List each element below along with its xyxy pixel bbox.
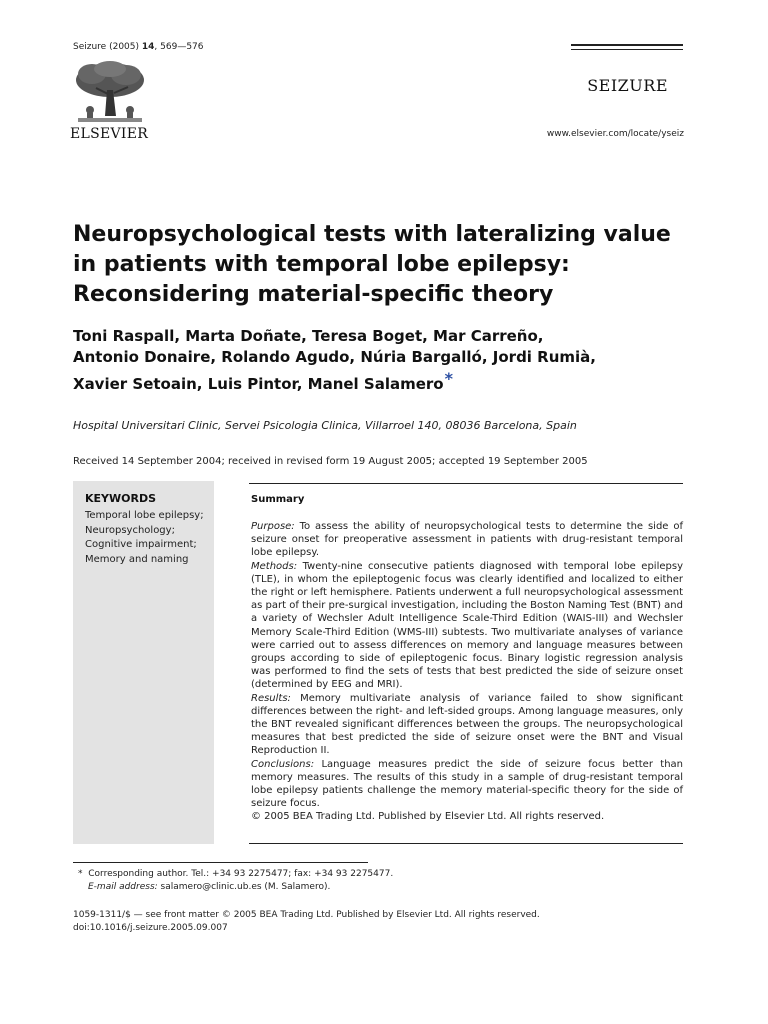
header-rule-thin (571, 49, 683, 50)
methods-text: Twenty-nine consecutive patients diagnosed with temporal lobe epilepsy (TLE), in whom the epileptogenic focus was clearly identified and localized to either the right or left hemisphere. Patients underwent a full neuropsychological assessment as part of their pre-surgical investigation, including the Boston Naming Test (BNT) and a variety of Wechsler Adult Intelligence Scale-Third Edition (WAIS-III) and Wechsler Memory Scale-Third Edition (WMS-III) subtests. Two multivariate analyses of variance were carried out to assess differences on memory and language measures between groups according to side of epileptogenic focus. Binary logistic regression analysis was performed to find the sets of tests that best predicted the side of seizure onset (determined by EEG and MRI). (251, 560, 683, 691)
footnote-rule (73, 862, 368, 863)
header-rule-thick (571, 44, 683, 46)
title-line-2: in patients with temporal lobe epilepsy: (73, 252, 570, 277)
authors-line-1: Toni Raspall, Marta Doñate, Teresa Boget, Mar Carreño, (73, 327, 544, 345)
title-line-1: Neuropsychological tests with lateralizing value (73, 222, 671, 247)
keyword-item: Neuropsychology; (85, 524, 175, 536)
results-label: Results: (251, 692, 291, 704)
keywords-list (85, 509, 210, 567)
authors-line-2: Antonio Donaire, Rolando Agudo, Núria Bargalló, Jordi Rumià, (73, 348, 596, 366)
keyword-item: Memory and naming (85, 553, 189, 565)
summary-body (251, 520, 683, 824)
purpose-label: Purpose: (251, 521, 295, 532)
results-text: Memory multivariate analysis of variance failed to show significant differences between the right- and left-sided groups. Among language measures, only the BNT revealed significant differences between the groups. The neuropsychological measures that best predicted the side of seizure onset were the BNT and Visual Reproduction II. (251, 692, 683, 757)
issn-line: 1059-1311/$ — see front matter © 2005 BEA Trading Ltd. Published by Elsevier Ltd. All rights reserved. (73, 910, 540, 920)
footnote (78, 868, 678, 894)
conclusions-text: Language measures predict the side of seizure focus better than memory measures. The results of this study in a sample of drug-resistant temporal lobe epilepsy patients challenge the memory material-specific theory for the side of seizure focus. (251, 758, 683, 810)
article-title (73, 220, 713, 310)
doi-line[interactable]: doi:10.1016/j.seizure.2005.09.007 (73, 923, 228, 933)
authors-line-3: Xavier Setoain, Luis Pintor, Manel Salamero (73, 375, 444, 393)
citation-prefix: Seizure (2005) (73, 42, 140, 52)
footnote-email[interactable]: salamero@clinic.ub.es (M. Salamero). (160, 882, 331, 892)
conclusions-label: Conclusions: (251, 758, 315, 770)
author-list (73, 326, 693, 395)
publisher-name: ELSEVIER (70, 126, 149, 142)
summary-heading: Summary (251, 494, 305, 505)
keyword-item: Temporal lobe epilepsy; (85, 510, 204, 521)
citation-pages: , 569—576 (154, 42, 204, 52)
bottom-info (73, 909, 693, 935)
corresponding-author-mark[interactable]: * (444, 369, 453, 388)
keywords-heading: KEYWORDS (85, 492, 157, 505)
tree-logo-icon (70, 60, 150, 126)
keyword-item: Cognitive impairment; (85, 539, 197, 550)
methods-label: Methods: (251, 560, 298, 572)
affiliation: Hospital Universitari Clinic, Servei Psicologia Clinica, Villarroel 140, 08036 Barcelona, Spain (73, 419, 577, 432)
footnote-corresponding: Corresponding author. Tel.: +34 93 2275477; fax: +34 93 2275477. (88, 869, 394, 879)
journal-url[interactable]: www.elsevier.com/locate/yseiz (546, 129, 684, 139)
summary-copyright: © 2005 BEA Trading Ltd. Published by Elsevier Ltd. All rights reserved. (251, 811, 605, 823)
footnote-email-label: E-mail address: (88, 882, 158, 892)
footnote-marker: * (78, 869, 83, 879)
purpose-text: To assess the ability of neuropsychological tests to determine the side of seizure onset for preoperative assessment in patients with drug-resistant temporal lobe epilepsy. (251, 521, 683, 559)
journal-citation (73, 42, 204, 52)
title-line-3: Reconsidering material-specific theory (73, 282, 554, 307)
summary-rule-top (249, 483, 683, 484)
citation-volume: 14 (141, 42, 155, 52)
received-dates: Received 14 September 2004; received in revised form 19 August 2005; accepted 19 September 2005 (73, 456, 588, 467)
journal-name: SEIZURE (587, 76, 668, 95)
summary-rule-bottom (249, 843, 683, 844)
